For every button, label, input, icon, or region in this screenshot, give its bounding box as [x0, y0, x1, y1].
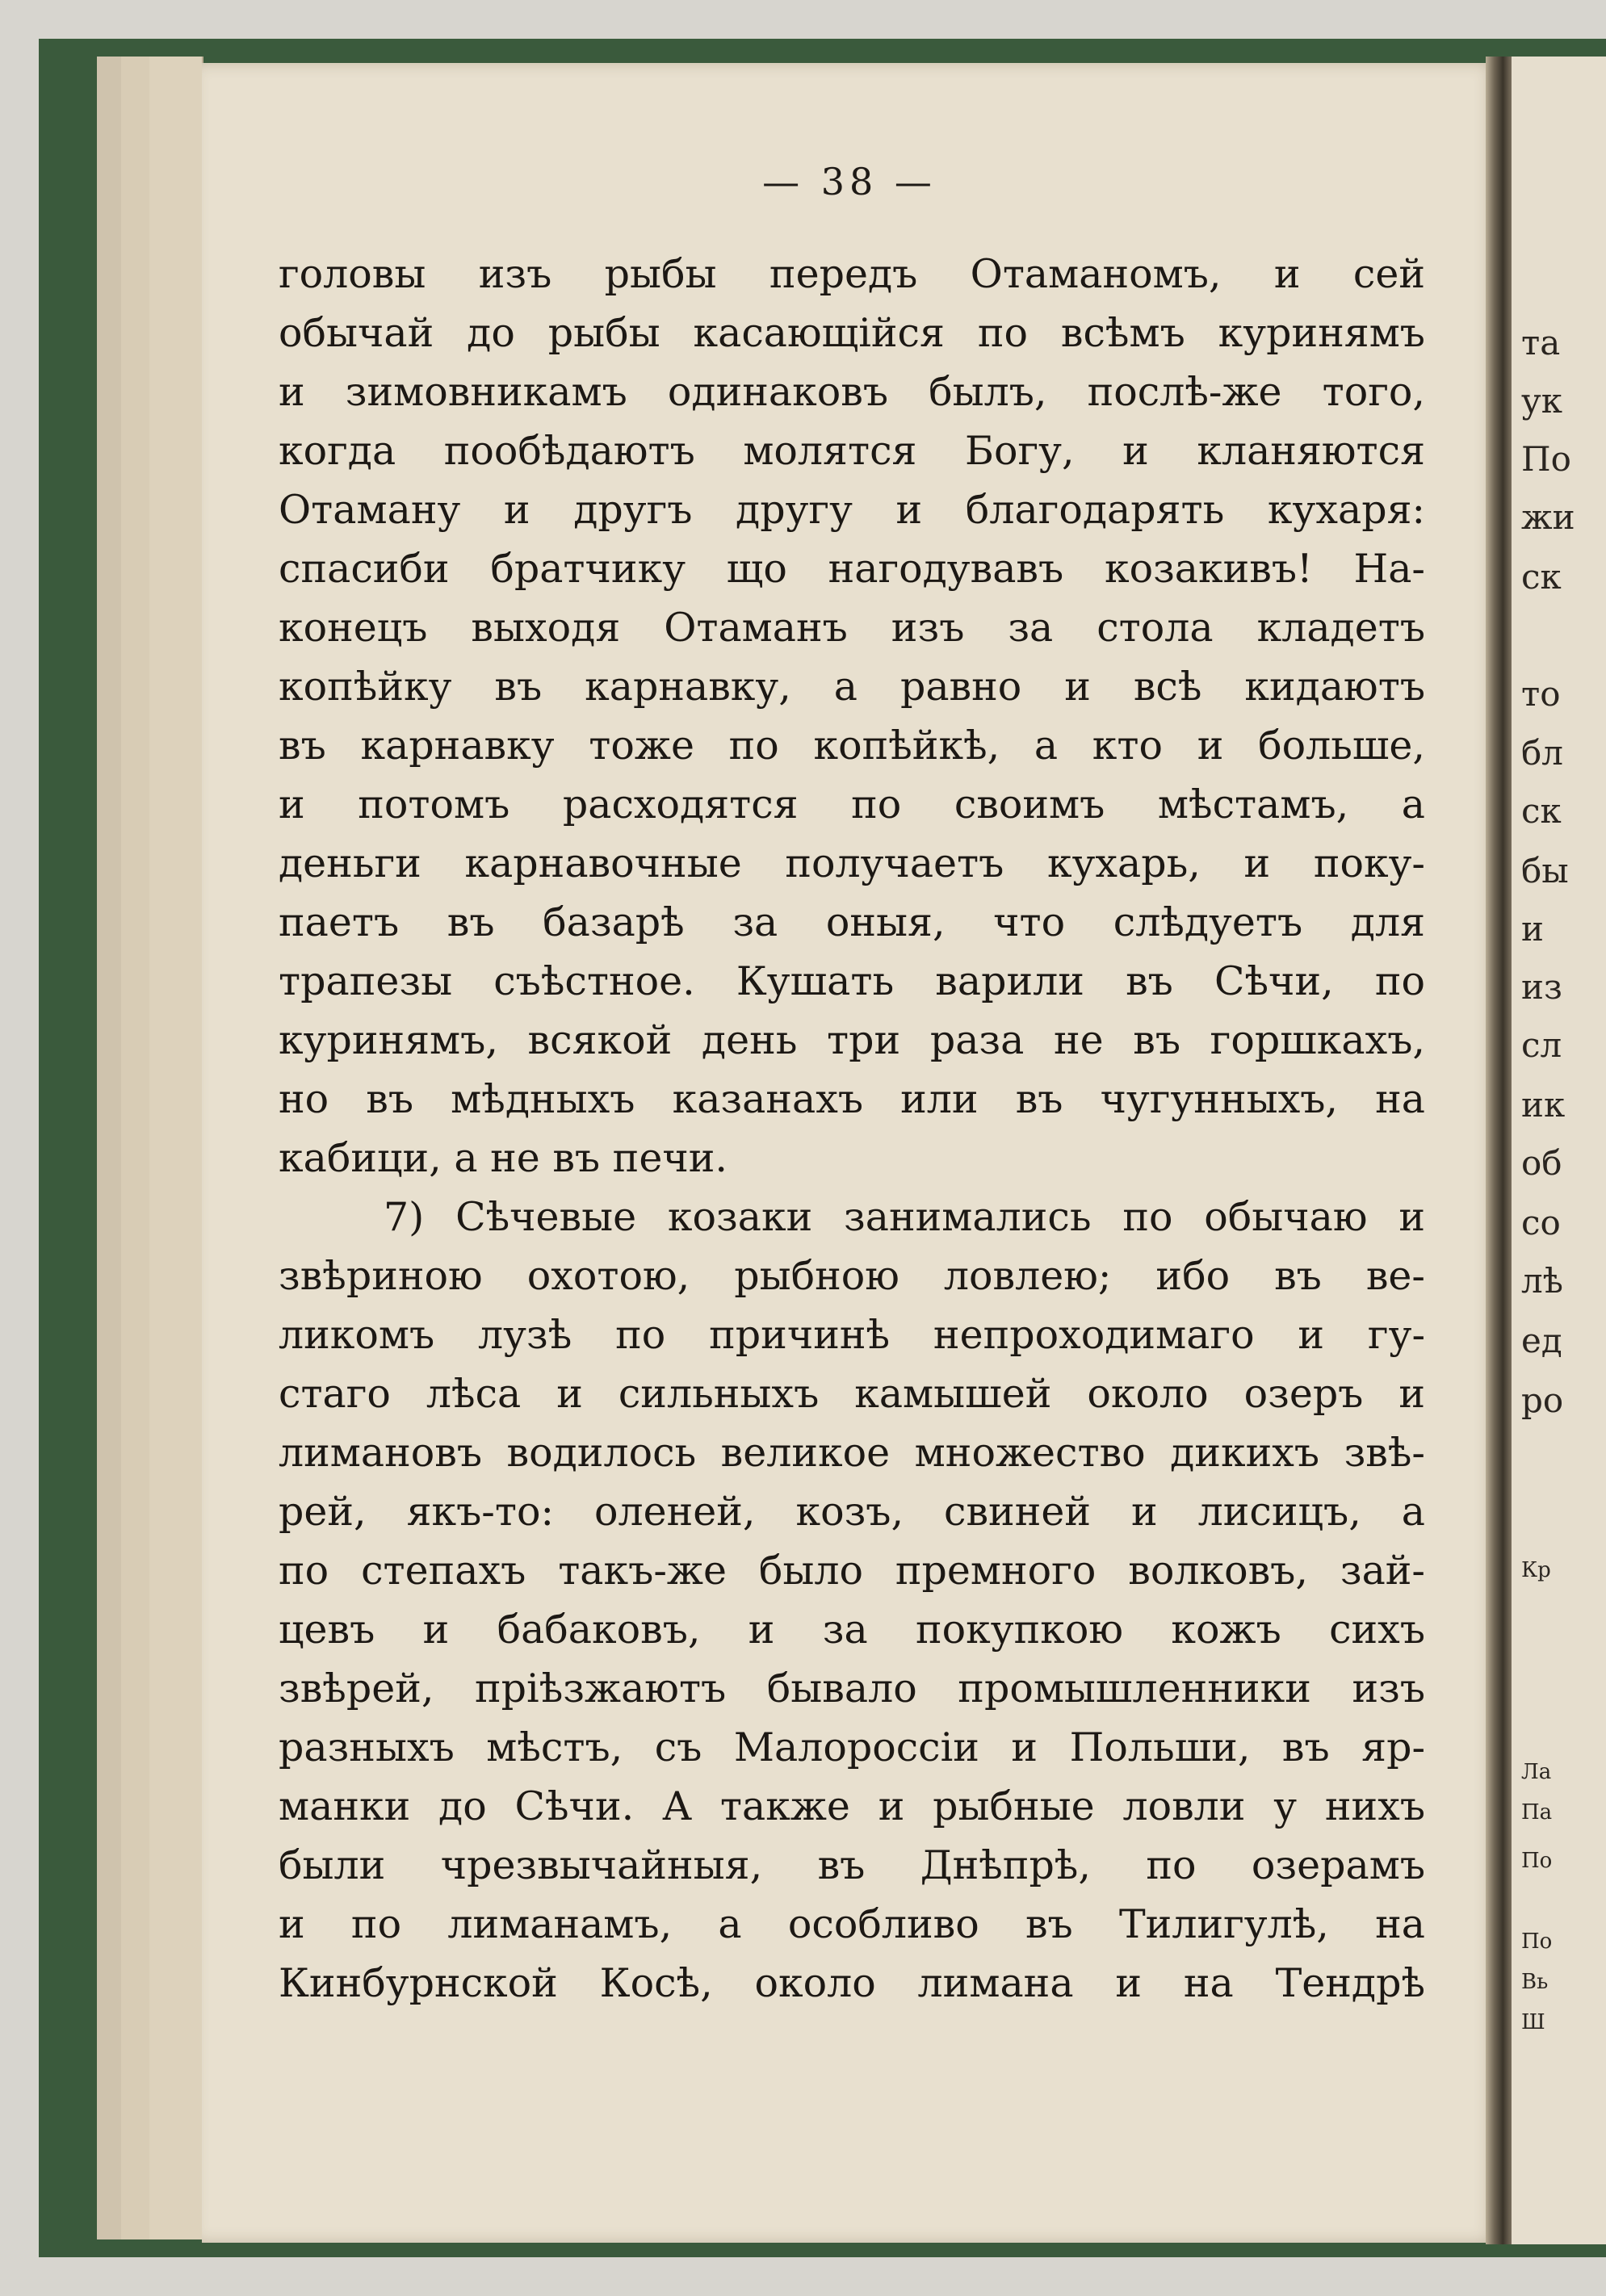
facing-page-fragment: бы [1521, 851, 1569, 890]
text-line: куринямъ, всякой день три раза не въ горшкахъ, [279, 1017, 1425, 1063]
text-line: рей, якъ-то: оленей, козъ, свиней и лисицъ, а [279, 1489, 1425, 1535]
text-line: головы изъ рыбы передъ Отаманомъ, и сей [279, 251, 1425, 297]
page-number: — 38 — [762, 160, 937, 203]
text-line: но въ мѣдныхъ казанахъ или въ чугунныхъ, на [279, 1076, 1425, 1122]
facing-page-fragment: ук [1521, 381, 1562, 421]
text-line: лимановъ водилось великое множество дикихъ звѣ- [279, 1430, 1425, 1476]
facing-page-fragment: жи [1521, 497, 1575, 537]
facing-page-fragment: лѣ [1521, 1261, 1564, 1301]
facing-page-fragment: со [1521, 1203, 1561, 1242]
text-line: по степахъ такъ-же было премного волковъ, зай- [279, 1548, 1425, 1594]
facing-page-fragment: то [1521, 674, 1561, 714]
text-line: 7) Сѣчевые козаки занимались по обычаю и [384, 1194, 1425, 1240]
page-edge [149, 57, 203, 2239]
text-line: и по лиманамъ, а особливо въ Тилигулѣ, на [279, 1901, 1425, 1947]
text-line: копѣйку въ карнавку, а равно и всѣ кидаютъ [279, 664, 1425, 710]
book-page [202, 63, 1497, 2243]
text-line: Отаману и другъ другу и благодарять кухаря: [279, 487, 1425, 533]
text-line: манки до Сѣчи. А также и рыбные ловли у нихъ [279, 1783, 1425, 1829]
facing-page-fragment: ск [1521, 557, 1562, 597]
facing-page-fragment: Кр [1521, 1558, 1551, 1582]
facing-page-fragment: ск [1521, 791, 1562, 831]
text-line: цевъ и бабаковъ, и за покупкою кожъ сихъ [279, 1607, 1425, 1653]
facing-page-fragment: Па [1521, 1800, 1553, 1825]
book-gutter [1486, 57, 1512, 2244]
facing-page-fragment: Ш [1521, 2010, 1545, 2034]
facing-page-fragment: бл [1521, 733, 1563, 773]
text-line: и зимовникамъ одинаковъ былъ, послѣ-же того, [279, 369, 1425, 415]
facing-page-fragment: ро [1521, 1381, 1564, 1420]
facing-page-fragment: ик [1521, 1085, 1566, 1125]
text-line: обычай до рыбы касающійся по всѣмъ куринямъ [279, 310, 1425, 356]
text-line: паетъ въ базарѣ за оныя, что слѣдуетъ для [279, 899, 1425, 945]
text-line: спасиби братчику що нагодувавъ козакивъ! На- [279, 546, 1425, 592]
facing-page-fragment: Ла [1521, 1760, 1552, 1784]
text-line: конецъ выходя Отаманъ изъ за стола кладетъ [279, 605, 1425, 651]
facing-page-fragment: та [1521, 323, 1561, 362]
text-line: ликомъ лузѣ по причинѣ непроходимаго и гу- [279, 1312, 1425, 1358]
facing-page-fragment: сл [1521, 1025, 1562, 1065]
facing-page-fragment: Вь [1521, 1970, 1549, 1994]
facing-page-fragment: По [1521, 439, 1571, 479]
text-line: стаго лѣса и сильныхъ камышей около озеръ и [279, 1371, 1425, 1417]
text-line: звѣрей, пріѣзжаютъ бывало промышленники изъ [279, 1665, 1425, 1712]
facing-page-fragment: из [1521, 967, 1562, 1007]
text-line: и потомъ расходятся по своимъ мѣстамъ, а [279, 781, 1425, 827]
text-line: деньги карнавочные получаетъ кухарь, и поку- [279, 840, 1425, 886]
facing-page-fragment: об [1521, 1143, 1562, 1183]
facing-page-fragment: По [1521, 1929, 1553, 1954]
text-line: были чрезвычайныя, въ Днѣпрѣ, по озерамъ [279, 1842, 1425, 1888]
facing-page-fragment: и [1521, 909, 1544, 949]
text-line: кабици, а не въ печи. [279, 1135, 728, 1181]
text-line: въ карнавку тоже по копѣйкѣ, а кто и больше, [279, 723, 1425, 769]
text-line: трапезы съѣстное. Кушать варили въ Сѣчи, по [279, 958, 1425, 1004]
facing-page-fragment: По [1521, 1849, 1553, 1873]
page-text [279, 245, 1425, 2013]
text-line: когда пообѣдаютъ молятся Богу, и кланяются [279, 428, 1425, 474]
facing-page-fragment: ед [1521, 1321, 1562, 1360]
text-line: Кинбурнской Косѣ, около лимана и на Тендрѣ [279, 1960, 1425, 2006]
text-line: разныхъ мѣстъ, съ Малороссіи и Польши, въ яр- [279, 1724, 1425, 1770]
facing-page [1512, 57, 1606, 2244]
text-line: звѣриною охотою, рыбною ловлею; ибо въ ве- [279, 1253, 1425, 1299]
